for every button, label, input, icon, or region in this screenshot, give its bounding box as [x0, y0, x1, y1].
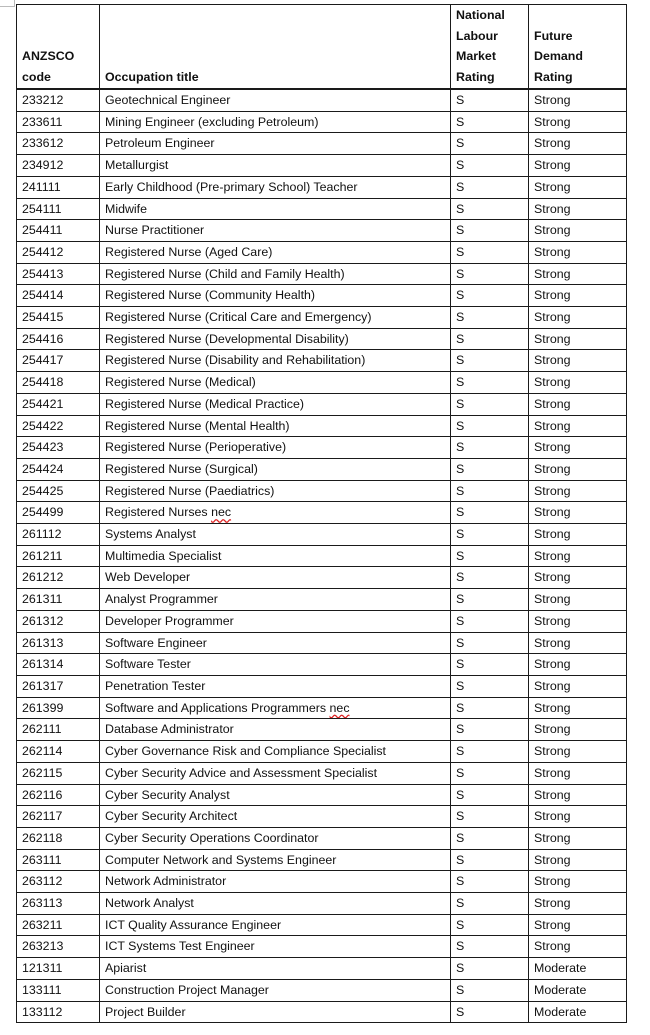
anzsco-code-cell: 254416 [17, 328, 100, 350]
anzsco-code-cell: 254499 [17, 502, 100, 524]
anzsco-code-cell: 261314 [17, 654, 100, 676]
occupation-title-cell [100, 1001, 451, 1023]
occupation-title-cell [100, 654, 451, 676]
national-rating-cell: S [451, 502, 529, 524]
anzsco-code-cell: 263112 [17, 871, 100, 893]
table-row [17, 893, 627, 915]
occupation-title-text: Construction Project Manager [105, 982, 269, 997]
national-rating-cell: S [451, 372, 529, 394]
header-line: Demand [534, 49, 583, 63]
header-line: code [22, 69, 51, 84]
header-occupation-title [100, 5, 451, 90]
future-demand-cell: Strong [529, 567, 627, 589]
table-row [17, 958, 627, 980]
occupation-title-text: Network Administrator [105, 874, 227, 889]
future-demand-cell: Strong [529, 632, 627, 654]
table-row [17, 328, 627, 350]
occupation-title-text: Software and Applications Programmers [105, 700, 327, 715]
occupation-title-text: Computer Network and Systems Engineer [105, 852, 337, 867]
anzsco-code-cell: 254418 [17, 372, 100, 394]
occupation-title-text: Registered Nurse (Aged Care) [105, 244, 273, 259]
future-demand-cell: Strong [529, 285, 627, 307]
header-future-demand-rating [529, 5, 627, 90]
national-rating-cell: S [451, 307, 529, 329]
header-national-labour-market-rating [451, 5, 529, 90]
future-demand-cell: Moderate [529, 979, 627, 1001]
anzsco-code-cell: 262117 [17, 806, 100, 828]
table-row [17, 545, 627, 567]
future-demand-cell: Strong [529, 589, 627, 611]
national-rating-cell: S [451, 697, 529, 719]
occupation-title-cell [100, 936, 451, 958]
occupation-title-text: Network Analyst [105, 896, 194, 911]
occupation-title-cell [100, 393, 451, 415]
occupation-title-cell [100, 719, 451, 741]
future-demand-cell: Strong [529, 241, 627, 263]
national-rating-cell: S [451, 437, 529, 459]
occupation-title-cell [100, 372, 451, 394]
anzsco-code-cell: 254412 [17, 241, 100, 263]
occupation-title-text: Developer Programmer [105, 613, 234, 628]
anzsco-code-cell: 254111 [17, 198, 100, 220]
table-row [17, 89, 627, 111]
occupation-title-cell [100, 198, 451, 220]
occupation-title-text: Registered Nurse (Developmental Disability) [105, 331, 349, 346]
future-demand-cell: Strong [529, 806, 627, 828]
anzsco-code-cell: 233212 [17, 89, 100, 111]
national-rating-cell: S [451, 263, 529, 285]
future-demand-cell: Strong [529, 675, 627, 697]
future-demand-cell: Strong [529, 654, 627, 676]
occupation-title-cell [100, 762, 451, 784]
anzsco-code-cell: 263113 [17, 893, 100, 915]
occupation-title-text: Metallurgist [105, 158, 169, 173]
occupation-title-cell [100, 415, 451, 437]
table-row [17, 849, 627, 871]
national-rating-cell: S [451, 480, 529, 502]
anzsco-code-cell: 133111 [17, 979, 100, 1001]
national-rating-cell: S [451, 328, 529, 350]
future-demand-cell: Strong [529, 784, 627, 806]
national-rating-cell: S [451, 936, 529, 958]
anzsco-code-cell: 254417 [17, 350, 100, 372]
occupation-title-cell [100, 285, 451, 307]
occupation-title-cell [100, 979, 451, 1001]
national-rating-cell: S [451, 675, 529, 697]
future-demand-cell: Strong [529, 328, 627, 350]
occupation-title-cell [100, 263, 451, 285]
occupation-title-cell [100, 610, 451, 632]
future-demand-cell: Strong [529, 372, 627, 394]
occupation-title-cell [100, 89, 451, 111]
header-line: ANZSCO [22, 49, 75, 63]
occupation-title-text: Registered Nurse (Community Health) [105, 288, 316, 303]
occupation-title-cell [100, 827, 451, 849]
header-row [17, 5, 627, 90]
anzsco-code-cell: 233611 [17, 111, 100, 133]
anzsco-code-cell: 241111 [17, 176, 100, 198]
occupation-title-text: Cyber Security Architect [105, 809, 238, 824]
occupation-title-cell [100, 741, 451, 763]
national-rating-cell: S [451, 632, 529, 654]
anzsco-code-cell: 262118 [17, 827, 100, 849]
occupation-title-cell [100, 567, 451, 589]
future-demand-cell: Strong [529, 220, 627, 242]
future-demand-cell: Strong [529, 350, 627, 372]
future-demand-cell: Strong [529, 762, 627, 784]
national-rating-cell: S [451, 893, 529, 915]
anzsco-code-cell: 261112 [17, 524, 100, 546]
occupation-title-cell [100, 589, 451, 611]
national-rating-cell: S [451, 806, 529, 828]
anzsco-code-cell: 254415 [17, 307, 100, 329]
national-rating-cell: S [451, 741, 529, 763]
national-rating-cell: S [451, 1001, 529, 1023]
header-line: Market [456, 49, 496, 63]
future-demand-cell: Strong [529, 198, 627, 220]
occupation-title-text: Multimedia Specialist [105, 548, 222, 563]
occupation-title-cell [100, 220, 451, 242]
anzsco-code-cell: 254424 [17, 458, 100, 480]
occupation-title-cell [100, 241, 451, 263]
table-row [17, 871, 627, 893]
occupation-title-cell [100, 350, 451, 372]
anzsco-code-cell: 262114 [17, 741, 100, 763]
anzsco-code-cell: 262116 [17, 784, 100, 806]
anzsco-code-cell: 254423 [17, 437, 100, 459]
future-demand-cell: Strong [529, 719, 627, 741]
future-demand-cell: Strong [529, 458, 627, 480]
anzsco-code-cell: 261312 [17, 610, 100, 632]
national-rating-cell: S [451, 198, 529, 220]
table-row [17, 480, 627, 502]
future-demand-cell: Strong [529, 871, 627, 893]
table-row [17, 632, 627, 654]
header-line: Occupation title [105, 69, 199, 84]
occupation-title-text: Registered Nurse (Medical Practice) [105, 396, 305, 411]
national-rating-cell: S [451, 393, 529, 415]
table-row [17, 806, 627, 828]
table-row [17, 393, 627, 415]
future-demand-cell: Strong [529, 827, 627, 849]
table-row [17, 458, 627, 480]
occupation-title-text: Early Childhood (Pre-primary School) Teacher [105, 179, 358, 194]
occupation-title-text: Registered Nurses [105, 505, 208, 520]
future-demand-cell: Strong [529, 415, 627, 437]
table-row [17, 372, 627, 394]
future-demand-cell: Moderate [529, 958, 627, 980]
table-row [17, 589, 627, 611]
occupation-title-cell [100, 133, 451, 155]
header-line: Rating [456, 69, 495, 84]
table-row [17, 697, 627, 719]
occupation-title-text: Registered Nurse (Surgical) [105, 461, 258, 476]
table-row [17, 263, 627, 285]
anzsco-code-cell: 261311 [17, 589, 100, 611]
table-row [17, 741, 627, 763]
table-row [17, 914, 627, 936]
table-row [17, 111, 627, 133]
national-rating-cell: S [451, 545, 529, 567]
occupation-title-text: ICT Quality Assurance Engineer [105, 917, 282, 932]
anzsco-code-cell: 254421 [17, 393, 100, 415]
national-rating-cell: S [451, 133, 529, 155]
future-demand-cell: Strong [529, 936, 627, 958]
national-rating-cell: S [451, 979, 529, 1001]
national-rating-cell: S [451, 458, 529, 480]
table-row [17, 198, 627, 220]
occupation-title-cell [100, 893, 451, 915]
table-row [17, 567, 627, 589]
anzsco-code-cell: 261399 [17, 697, 100, 719]
table-row [17, 502, 627, 524]
future-demand-cell: Strong [529, 263, 627, 285]
occupation-title-text: Apiarist [105, 961, 147, 976]
occupation-title-text: Database Administrator [105, 722, 234, 737]
occupation-title-cell [100, 458, 451, 480]
occupation-title-cell [100, 328, 451, 350]
anzsco-code-cell: 254425 [17, 480, 100, 502]
future-demand-cell: Strong [529, 393, 627, 415]
occupation-title-text: Analyst Programmer [105, 592, 218, 607]
future-demand-cell: Strong [529, 480, 627, 502]
national-rating-cell: S [451, 524, 529, 546]
title-suffix-spellcheck: nec [329, 700, 350, 715]
future-demand-cell: Strong [529, 524, 627, 546]
occupation-title-text: Cyber Security Operations Coordinator [105, 830, 319, 845]
occupation-title-cell [100, 480, 451, 502]
occupation-title-cell [100, 502, 451, 524]
anzsco-code-cell: 261317 [17, 675, 100, 697]
table-row [17, 784, 627, 806]
anzsco-code-cell: 133112 [17, 1001, 100, 1023]
table-row [17, 437, 627, 459]
national-rating-cell: S [451, 285, 529, 307]
national-rating-cell: S [451, 241, 529, 263]
occupation-title-text: Systems Analyst [105, 527, 196, 542]
table-row [17, 762, 627, 784]
anzsco-code-cell: 234912 [17, 155, 100, 177]
page-corner-mark [0, 0, 15, 7]
table-body [17, 89, 627, 1023]
table-row [17, 719, 627, 741]
occupation-title-cell [100, 176, 451, 198]
national-rating-cell: S [451, 589, 529, 611]
anzsco-code-cell: 262111 [17, 719, 100, 741]
future-demand-cell: Strong [529, 741, 627, 763]
table-row [17, 285, 627, 307]
occupation-title-text: Registered Nurse (Child and Family Health) [105, 266, 345, 281]
occupation-title-text: Cyber Governance Risk and Compliance Specialist [105, 744, 386, 759]
occupation-title-text: Registered Nurse (Mental Health) [105, 418, 290, 433]
occupation-title-text: Penetration Tester [105, 678, 206, 693]
occupation-title-text: Web Developer [105, 570, 191, 585]
occupation-title-cell [100, 111, 451, 133]
occupation-title-text: Registered Nurse (Critical Care and Emergency) [105, 310, 372, 325]
occupation-title-cell [100, 155, 451, 177]
occupation-title-text: Geotechnical Engineer [105, 93, 231, 107]
header-line: Future [534, 28, 573, 43]
table-row [17, 241, 627, 263]
occupation-title-text: Petroleum Engineer [105, 136, 215, 151]
occupation-title-text: Registered Nurse (Paediatrics) [105, 483, 275, 498]
national-rating-cell: S [451, 415, 529, 437]
table-row [17, 133, 627, 155]
anzsco-code-cell: 254413 [17, 263, 100, 285]
occupation-title-cell [100, 437, 451, 459]
national-rating-cell: S [451, 958, 529, 980]
future-demand-cell: Strong [529, 610, 627, 632]
table-row [17, 524, 627, 546]
future-demand-cell: Strong [529, 437, 627, 459]
future-demand-cell: Strong [529, 502, 627, 524]
table-row [17, 155, 627, 177]
occupation-title-text: Registered Nurse (Medical) [105, 375, 256, 390]
occupation-title-cell [100, 806, 451, 828]
occupation-title-text: Registered Nurse (Perioperative) [105, 440, 287, 455]
occupation-title-text: Registered Nurse (Disability and Rehabilitation) [105, 353, 366, 368]
anzsco-code-cell: 261313 [17, 632, 100, 654]
national-rating-cell: S [451, 111, 529, 133]
occupation-title-cell [100, 784, 451, 806]
occupation-title-cell [100, 914, 451, 936]
table-row [17, 827, 627, 849]
header-line: Rating [534, 69, 573, 84]
future-demand-cell: Strong [529, 697, 627, 719]
occupation-title-cell [100, 524, 451, 546]
table-row [17, 350, 627, 372]
header-anzsco-code [17, 5, 100, 90]
future-demand-cell: Strong [529, 176, 627, 198]
anzsco-code-cell: 254422 [17, 415, 100, 437]
occupation-title-cell [100, 545, 451, 567]
header-line: Labour [456, 28, 498, 43]
future-demand-cell: Strong [529, 307, 627, 329]
occupation-title-text: Midwife [105, 201, 147, 216]
table-row [17, 220, 627, 242]
national-rating-cell: S [451, 176, 529, 198]
anzsco-code-cell: 261212 [17, 567, 100, 589]
anzsco-code-cell: 263213 [17, 936, 100, 958]
anzsco-code-cell: 254411 [17, 220, 100, 242]
national-rating-cell: S [451, 89, 529, 111]
occupation-title-text: Nurse Practitioner [105, 223, 205, 238]
national-rating-cell: S [451, 350, 529, 372]
future-demand-cell: Strong [529, 133, 627, 155]
occupation-title-cell [100, 632, 451, 654]
future-demand-cell: Strong [529, 849, 627, 871]
future-demand-cell: Strong [529, 914, 627, 936]
occupation-table [16, 4, 627, 1023]
table-row [17, 176, 627, 198]
future-demand-cell: Strong [529, 155, 627, 177]
occupation-title-text: Mining Engineer (excluding Petroleum) [105, 114, 319, 129]
national-rating-cell: S [451, 871, 529, 893]
anzsco-code-cell: 233612 [17, 133, 100, 155]
national-rating-cell: S [451, 849, 529, 871]
occupation-title-text: Software Tester [105, 657, 191, 672]
future-demand-cell: Strong [529, 111, 627, 133]
anzsco-code-cell: 263111 [17, 849, 100, 871]
anzsco-code-cell: 262115 [17, 762, 100, 784]
national-rating-cell: S [451, 567, 529, 589]
table-row [17, 936, 627, 958]
occupation-title-cell [100, 958, 451, 980]
occupation-title-cell [100, 697, 451, 719]
table-row [17, 675, 627, 697]
occupation-title-cell [100, 871, 451, 893]
anzsco-code-cell: 261211 [17, 545, 100, 567]
future-demand-cell: Strong [529, 89, 627, 111]
occupation-title-text: Software Engineer [105, 635, 207, 650]
anzsco-code-cell: 121311 [17, 958, 100, 980]
occupation-title-text: Project Builder [105, 1004, 186, 1019]
national-rating-cell: S [451, 220, 529, 242]
national-rating-cell: S [451, 827, 529, 849]
future-demand-cell: Strong [529, 545, 627, 567]
table-row [17, 610, 627, 632]
table-row [17, 307, 627, 329]
table-row [17, 654, 627, 676]
occupation-title-text: Cyber Security Analyst [105, 787, 230, 802]
table-row [17, 979, 627, 1001]
anzsco-code-cell: 263211 [17, 914, 100, 936]
future-demand-cell: Strong [529, 893, 627, 915]
anzsco-code-cell: 254414 [17, 285, 100, 307]
national-rating-cell: S [451, 155, 529, 177]
national-rating-cell: S [451, 762, 529, 784]
occupation-title-text: ICT Systems Test Engineer [105, 939, 255, 954]
national-rating-cell: S [451, 610, 529, 632]
national-rating-cell: S [451, 719, 529, 741]
national-rating-cell: S [451, 654, 529, 676]
future-demand-cell: Moderate [529, 1001, 627, 1023]
occupation-title-text: Cyber Security Advice and Assessment Specialist [105, 765, 378, 780]
national-rating-cell: S [451, 914, 529, 936]
occupation-title-cell [100, 675, 451, 697]
title-suffix-spellcheck: nec [211, 505, 232, 520]
occupation-title-cell [100, 307, 451, 329]
national-rating-cell: S [451, 784, 529, 806]
occupation-title-cell [100, 849, 451, 871]
table-row [17, 1001, 627, 1023]
table-row [17, 415, 627, 437]
header-line: National [456, 8, 505, 22]
